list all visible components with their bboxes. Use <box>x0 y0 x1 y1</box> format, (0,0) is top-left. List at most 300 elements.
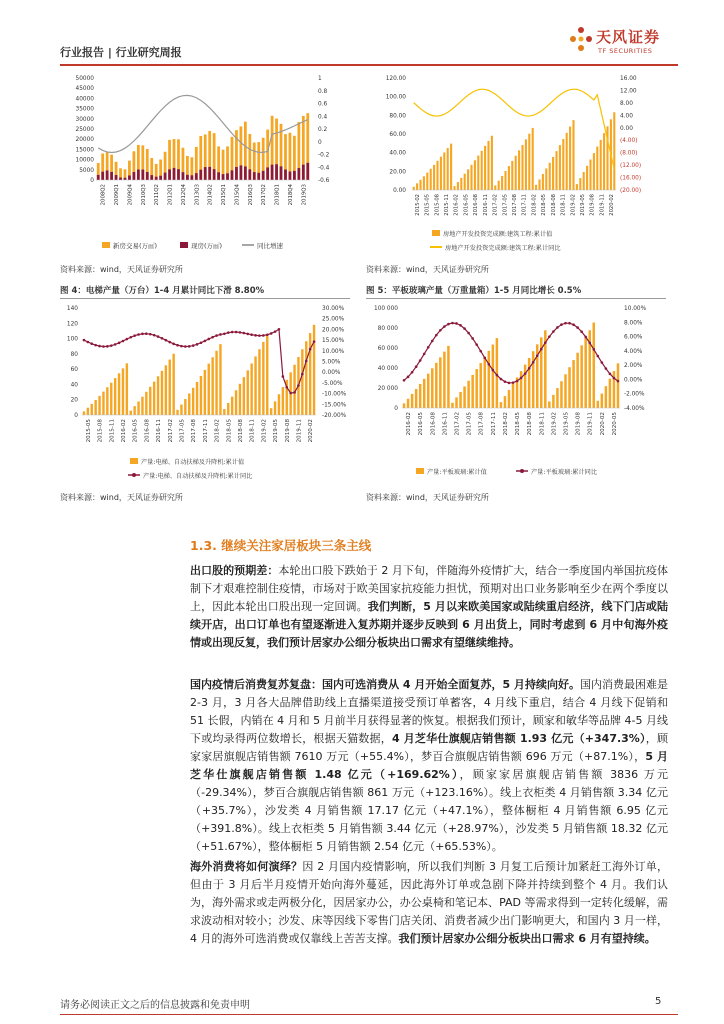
c3-bar <box>114 378 116 415</box>
c3-ytick-right: -10.00% <box>322 391 347 398</box>
c3-point <box>239 331 242 334</box>
c3-xtick: 2015-08 <box>97 419 104 443</box>
c2-xtick: 2015-11 <box>444 194 450 216</box>
c3-bar <box>254 356 256 415</box>
c1-xtick: 2012Q1 <box>167 184 174 206</box>
c1-bar-2 <box>284 170 287 180</box>
c4-bar <box>605 386 608 408</box>
c2-bar <box>603 133 605 190</box>
c1-bar-2 <box>141 170 144 180</box>
c3-point <box>176 344 179 347</box>
c1-bar-2 <box>190 175 193 180</box>
c4-right-axis <box>624 306 647 412</box>
c2-bar <box>576 184 578 190</box>
c3-point <box>227 331 230 334</box>
c3-point <box>106 345 109 348</box>
c4-legend <box>416 468 597 476</box>
c3-point <box>282 375 285 378</box>
c2-bar <box>433 165 435 190</box>
c4-bar <box>508 390 511 408</box>
c2-xtick: 2016-02 <box>453 194 460 216</box>
c1-ytick-left: 5000 <box>79 167 94 174</box>
c4-ytick-left: 20 000 <box>377 386 398 392</box>
c4-xtick: 2016-02 <box>406 412 413 436</box>
c1-bar-2 <box>253 172 256 180</box>
c2-xtick: 2016-11 <box>482 194 489 216</box>
chart-elevator-output <box>60 300 350 490</box>
c4-point <box>423 353 426 356</box>
c1-bar-2 <box>155 177 158 180</box>
c1-bar-2 <box>226 173 229 180</box>
c3-xtick: 2019-11 <box>296 419 303 443</box>
c4-point <box>508 382 511 385</box>
c2-bar <box>491 136 493 190</box>
c1-xtick: 2009Q1 <box>114 184 121 206</box>
c4-bar <box>548 401 551 408</box>
c3-point <box>215 334 218 337</box>
c4-point <box>580 330 583 333</box>
c2-bar <box>528 134 530 190</box>
c3-point <box>305 360 308 363</box>
c3-ytick-right: 10.00% <box>322 348 345 355</box>
c3-point <box>180 345 183 348</box>
c3-point <box>223 333 226 336</box>
c4-bar <box>415 389 418 408</box>
c1-bar-2 <box>186 175 189 180</box>
c4-point <box>548 335 551 338</box>
c4-point <box>576 326 579 329</box>
c1-bar-2 <box>159 176 162 180</box>
c3-point <box>297 384 300 387</box>
source-3: 资料来源：wind，天风证券研究所 <box>60 493 183 502</box>
c1-ytick-left: 45000 <box>75 86 94 93</box>
c3-legend-2: 产量:电梯、自动扶梯及升降机:累计同比 <box>143 473 253 480</box>
c1-xtick: 2018Q4 <box>287 184 294 206</box>
c3-bar <box>196 382 198 415</box>
c4-bar <box>528 358 531 408</box>
c4-bar <box>512 384 515 408</box>
c1-right-axis <box>318 76 330 184</box>
c2-bar <box>477 156 479 190</box>
c3-bar <box>243 377 245 415</box>
c4-point <box>552 330 555 333</box>
c3-xtick: 2019-02 <box>261 419 268 443</box>
c1-bar-2 <box>119 178 122 180</box>
c1-bar-2 <box>240 165 243 180</box>
c3-x-axis <box>82 415 316 442</box>
c3-right-axis <box>322 306 347 419</box>
c2-xtick: 2016-05 <box>463 194 470 216</box>
c3-bar <box>133 406 135 415</box>
c1-bar-2 <box>195 173 198 180</box>
c1-xtick: 2012Q4 <box>180 184 187 206</box>
c3-ytick-right: -20.00% <box>322 413 347 419</box>
header-report-type: 行业报告 | 行业研究周报 <box>60 46 182 59</box>
c3-bar <box>102 392 104 415</box>
c3-bar <box>188 394 190 415</box>
c4-bar <box>403 403 406 408</box>
p1-lead: 出口股的预期差： <box>190 564 279 577</box>
c1-bar-2 <box>137 170 140 180</box>
c2-xtick: 2019-08 <box>589 194 596 216</box>
c4-point <box>544 341 547 344</box>
source-1: 资料来源：wind，天风证券研究所 <box>60 265 183 274</box>
header-rule <box>60 64 678 66</box>
c3-point <box>200 341 203 344</box>
source-2: 资料来源：wind，天风证券研究所 <box>366 265 489 274</box>
caption-rule-1 <box>60 298 350 299</box>
c2-ytick-right: (12.00) <box>620 163 642 170</box>
p2-text-1: 国内消费最困难是 2-3 月，3 月各大品牌借助线上直播渠道接受预订单蓄客，4 月线下重启，结合 4 月线下促销和 51 长假，内销在 4 月和 5 月前半月获得显著的恢复。根据我们预计，顾家和敏华等品牌 4-5 月线下或均录得两位数增长，根据天猫数据， <box>190 678 669 745</box>
c4-bar <box>560 381 563 408</box>
c3-point <box>110 344 113 347</box>
c3-xtick: 2018-08 <box>237 419 244 443</box>
c1-xtick: 2018Q1 <box>274 184 281 206</box>
chart-house-transaction <box>60 70 340 260</box>
c4-point <box>528 367 531 370</box>
c3-bar <box>94 400 96 415</box>
c3-bar <box>184 399 186 415</box>
c1-legend-2: 现房(万㎡) <box>191 242 223 250</box>
c2-bar <box>549 163 551 190</box>
c2-bar <box>464 174 466 190</box>
c3-point <box>188 345 191 348</box>
c2-ytick-left: 20.00 <box>389 169 406 176</box>
c1-xtick: 2014Q2 <box>207 184 214 206</box>
c1-ytick-left: 40000 <box>75 96 94 103</box>
c3-bar <box>192 388 194 415</box>
c3-xtick: 2016-02 <box>120 419 127 443</box>
c1-bar-2 <box>106 170 109 180</box>
c4-point <box>471 337 474 340</box>
c4-xtick: 2016-05 <box>418 412 425 436</box>
c2-left-axis <box>386 76 407 194</box>
c3-bar <box>204 370 206 415</box>
c4-point <box>479 350 482 353</box>
c1-xtick: 2019Q3 <box>301 184 308 206</box>
c2-xtick: 2015-05 <box>424 194 431 216</box>
c3-ytick-right: 30.00% <box>322 306 345 312</box>
c3-point <box>126 338 129 341</box>
c1-legend-3: 同比增速 <box>257 242 283 250</box>
c1-bar-2 <box>266 167 269 180</box>
c2-legend-1: 房地产开发投资完成额:建筑工程:累计值 <box>443 231 553 238</box>
c3-ytick-right: 25.00% <box>322 316 345 323</box>
c1-bar-2 <box>280 166 283 180</box>
c3-bar <box>235 390 237 415</box>
c3-ytick-left: 0 <box>74 413 78 419</box>
c3-bar <box>262 342 264 415</box>
c4-legend-2: 产量:平板玻璃:累计同比 <box>531 469 598 476</box>
c1-bar-2 <box>101 172 104 180</box>
c3-ytick-left: 20 <box>70 397 78 404</box>
c2-bar <box>518 150 520 190</box>
c4-point <box>435 334 438 337</box>
p3-lead: 海外消费将如何演绎？ <box>190 860 303 873</box>
c4-bar <box>435 363 438 408</box>
c3-xtick: 2019-08 <box>284 419 291 443</box>
c4-left-axis <box>374 306 398 412</box>
c3-ytick-right: -5.00% <box>322 380 343 387</box>
caption-fig5: 图 5：平板玻璃产量（万重量箱）1-5 月同比增长 0.5% <box>366 286 582 296</box>
c2-xtick: 2019-02 <box>570 194 577 216</box>
c2-bar <box>552 157 554 190</box>
source-4: 资料来源：wind，天风证券研究所 <box>366 493 489 502</box>
c2-bar <box>532 128 534 190</box>
c2-bar <box>511 161 513 190</box>
logo-cn: 天风证券 <box>596 28 661 46</box>
c4-point <box>496 374 499 377</box>
p3-bold: 我们预计居家办公细分板块出口需求 6 月有望持续。 <box>398 932 656 945</box>
c1-ytick-right: 0.4 <box>318 114 328 121</box>
c3-xtick: 2015-11 <box>109 419 116 443</box>
c3-bar <box>266 334 268 415</box>
c4-bar <box>427 374 430 408</box>
c4-point <box>596 355 599 358</box>
c4-point <box>455 322 458 325</box>
p2-text-2: ，顾家家居旗舰店销售额 7610 万元（+55.4%），梦百合旗舰店销售额 696 万元（+87.1%）， <box>190 732 669 763</box>
c3-xtick: 2015-05 <box>85 419 92 443</box>
c2-bar <box>457 182 459 190</box>
logo-mark-icon <box>568 24 594 54</box>
c4-point <box>463 327 466 330</box>
c3-ytick-right: 20.00% <box>322 327 345 334</box>
c3-point <box>301 373 304 376</box>
c2-ytick-right: (20.00) <box>620 188 642 194</box>
c4-bar <box>593 323 596 408</box>
c1-ytick-left: 15000 <box>75 147 94 154</box>
c1-bar-2 <box>248 169 251 180</box>
c1-bar-2 <box>289 171 292 180</box>
c3-point <box>266 333 269 336</box>
c1-bar-2 <box>302 165 305 180</box>
c4-point <box>584 336 587 339</box>
caption-fig4: 图 4：电梯产量（万台）1-4 月累计同比下滑 8.80% <box>60 286 265 296</box>
c1-left-axis <box>76 76 95 184</box>
c2-xtick: 2017-11 <box>521 194 528 216</box>
c4-bar <box>580 345 583 408</box>
c2-bar <box>535 185 537 190</box>
c4-bar <box>556 388 559 408</box>
c4-xtick: 2018-11 <box>539 412 546 436</box>
c1-xtick: 2015Q1 <box>221 184 228 206</box>
c2-bar <box>447 148 449 190</box>
c4-ytick-right: 4.00% <box>624 348 643 355</box>
c3-point <box>207 338 210 341</box>
c3-bar <box>239 384 241 415</box>
c3-point <box>118 342 121 345</box>
c2-bar <box>521 145 523 190</box>
c3-bar <box>141 397 143 415</box>
c1-xtick: 2010Q3 <box>140 184 147 206</box>
c2-ytick-right: (16.00) <box>620 175 642 182</box>
c2-bar <box>426 173 428 190</box>
c4-ytick-right: -2.00% <box>624 391 645 398</box>
chart-glass-output <box>366 300 666 490</box>
c1-bar-2 <box>110 172 113 180</box>
c2-bar <box>596 147 598 190</box>
c4-xtick: 2018-05 <box>515 412 522 436</box>
c3-bar <box>83 411 85 415</box>
c3-point <box>184 345 187 348</box>
c3-bar <box>106 387 108 415</box>
c1-ytick-left: 25000 <box>75 127 94 133</box>
c3-bar <box>309 333 311 415</box>
c4-point <box>447 323 450 326</box>
c4-bar <box>524 365 527 408</box>
c3-point <box>133 334 136 337</box>
c1-bar-2 <box>204 167 207 180</box>
c2-bar <box>600 140 602 190</box>
c2-bar <box>440 157 442 190</box>
c3-point <box>270 332 273 335</box>
c4-bar <box>576 353 579 408</box>
c3-point <box>196 343 199 346</box>
c4-bar <box>500 402 503 408</box>
c4-ytick-left: 0 <box>394 406 398 412</box>
c4-bar <box>484 357 487 408</box>
c2-bar <box>545 168 547 190</box>
c4-bar <box>492 345 495 408</box>
c3-bar <box>161 371 163 415</box>
c3-bar <box>305 341 307 415</box>
c4-xtick: 2016-11 <box>442 412 449 436</box>
c3-bars <box>83 325 316 415</box>
c4-xtick: 2017-08 <box>478 412 485 436</box>
c3-xtick: 2017-08 <box>191 419 198 443</box>
c3-point <box>153 334 156 337</box>
c4-bar <box>609 379 612 408</box>
p2-text-3: ，顾家家居旗舰店销售额 3836 万元（-29.34%），梦百合旗舰店销售额 861 万元（+123.16%）。线上衣柜类 4 月销售额 3.34 亿元（+35.7%），沙发类 4 月销售额 17.17 亿元（+47.1%），整体橱柜 4 月销售额 6.95 亿元（+391.8%）。线上衣柜类 5 月销售额 3.44 亿元（+28.97%），沙发类 5 月销售额 18.32 亿元（+51.67%），整体橱柜 5 月销售额 2.54 亿元（+65.53%）。 <box>190 768 668 853</box>
c3-bar <box>87 408 89 415</box>
c3-bar <box>110 383 112 415</box>
c3-ytick-right: -15.00% <box>322 402 347 409</box>
c3-bar <box>200 376 202 415</box>
c1-ytick-left: 35000 <box>75 106 94 113</box>
c4-bar <box>459 392 462 408</box>
c1-xtick: 2008Q2 <box>100 184 107 206</box>
c3-bar <box>149 387 151 415</box>
c3-bar <box>282 387 284 415</box>
c4-bar <box>564 374 567 408</box>
c4-ytick-right: 2.00% <box>624 363 643 370</box>
c3-bar <box>215 351 217 415</box>
c4-bar <box>439 357 442 408</box>
c2-x-axis <box>412 190 616 216</box>
c4-bar <box>504 396 507 408</box>
c3-point <box>254 334 257 337</box>
c4-bar <box>496 338 499 408</box>
c4-point <box>451 322 454 325</box>
c3-bar <box>130 411 132 415</box>
c3-ytick-left: 140 <box>66 306 78 312</box>
c4-legend-1: 产量:平板玻璃:累计值 <box>427 469 487 476</box>
c1-ytick-left: 0 <box>90 178 94 184</box>
c2-bar <box>542 174 544 190</box>
c2-bar <box>481 151 483 190</box>
c2-bar <box>450 144 452 190</box>
c2-bar <box>504 171 506 190</box>
c4-point <box>439 329 442 332</box>
c2-bar <box>436 161 438 190</box>
c1-bar-2 <box>146 172 149 180</box>
c1-xtick: 2015Q4 <box>234 184 241 206</box>
c2-ytick-right: 8.00 <box>620 100 633 107</box>
c3-bar <box>176 410 178 415</box>
c1-bar-2 <box>97 175 100 180</box>
c1-ytick-right: 0.2 <box>318 127 328 133</box>
c3-point <box>145 332 148 335</box>
c3-bar <box>219 344 221 415</box>
c3-point <box>309 348 312 351</box>
c4-xtick: 2019-08 <box>575 412 582 436</box>
c3-point <box>231 331 234 334</box>
c1-bar-2 <box>262 171 265 180</box>
c4-bar <box>443 352 446 408</box>
c2-bar <box>569 127 571 190</box>
c3-point <box>285 386 288 389</box>
c2-bar <box>460 178 462 190</box>
c3-bar <box>153 382 155 415</box>
c1-ytick-left: 20000 <box>75 137 94 144</box>
c2-bar <box>423 176 425 190</box>
c3-point <box>157 335 160 338</box>
c2-bar <box>508 166 510 190</box>
c2-bars <box>413 112 616 190</box>
c3-bar <box>278 394 280 415</box>
c4-point <box>605 367 608 370</box>
c2-xtick: 2018-08 <box>550 194 557 216</box>
c4-point <box>512 381 515 384</box>
c3-bar <box>137 401 139 415</box>
c3-point <box>165 339 168 342</box>
c3-bar <box>98 396 100 415</box>
c2-bar <box>494 185 496 190</box>
c1-bar-2 <box>257 173 260 180</box>
c1-ytick-right: 1 <box>318 76 322 82</box>
c2-ytick-right: 4.00 <box>620 113 633 120</box>
c2-ytick-left: 80.00 <box>389 113 406 120</box>
c3-point <box>161 337 164 340</box>
c2-ytick-left: 100.00 <box>385 94 406 101</box>
c1-bar-2 <box>213 169 216 180</box>
c4-xtick: 2018-02 <box>502 412 509 436</box>
c2-bar <box>498 181 500 190</box>
chart-real-estate-investment <box>366 70 666 260</box>
c3-point <box>293 391 296 394</box>
paragraph-export <box>190 562 668 652</box>
c4-x-axis <box>402 408 620 435</box>
c3-ytick-right: 5.00% <box>322 359 341 366</box>
c1-bar-2 <box>271 165 274 180</box>
c1-ytick-right: 0.8 <box>318 88 328 95</box>
c4-point <box>601 361 604 364</box>
c3-bar <box>231 397 233 415</box>
c3-ytick-right: 0.00% <box>322 370 341 377</box>
c1-bar-2 <box>168 169 171 180</box>
c4-ytick-right: 10.00% <box>624 306 647 312</box>
c4-point <box>536 354 539 357</box>
caption-rule-2 <box>366 298 666 299</box>
c3-bar <box>301 349 303 415</box>
c1-ytick-right: -0.4 <box>318 165 330 172</box>
c3-point <box>90 342 93 345</box>
c1-x-axis <box>96 180 310 205</box>
c4-bar <box>431 368 434 408</box>
c3-legend <box>128 458 252 480</box>
page-number: 5 <box>655 996 662 1007</box>
c3-point <box>83 339 86 342</box>
